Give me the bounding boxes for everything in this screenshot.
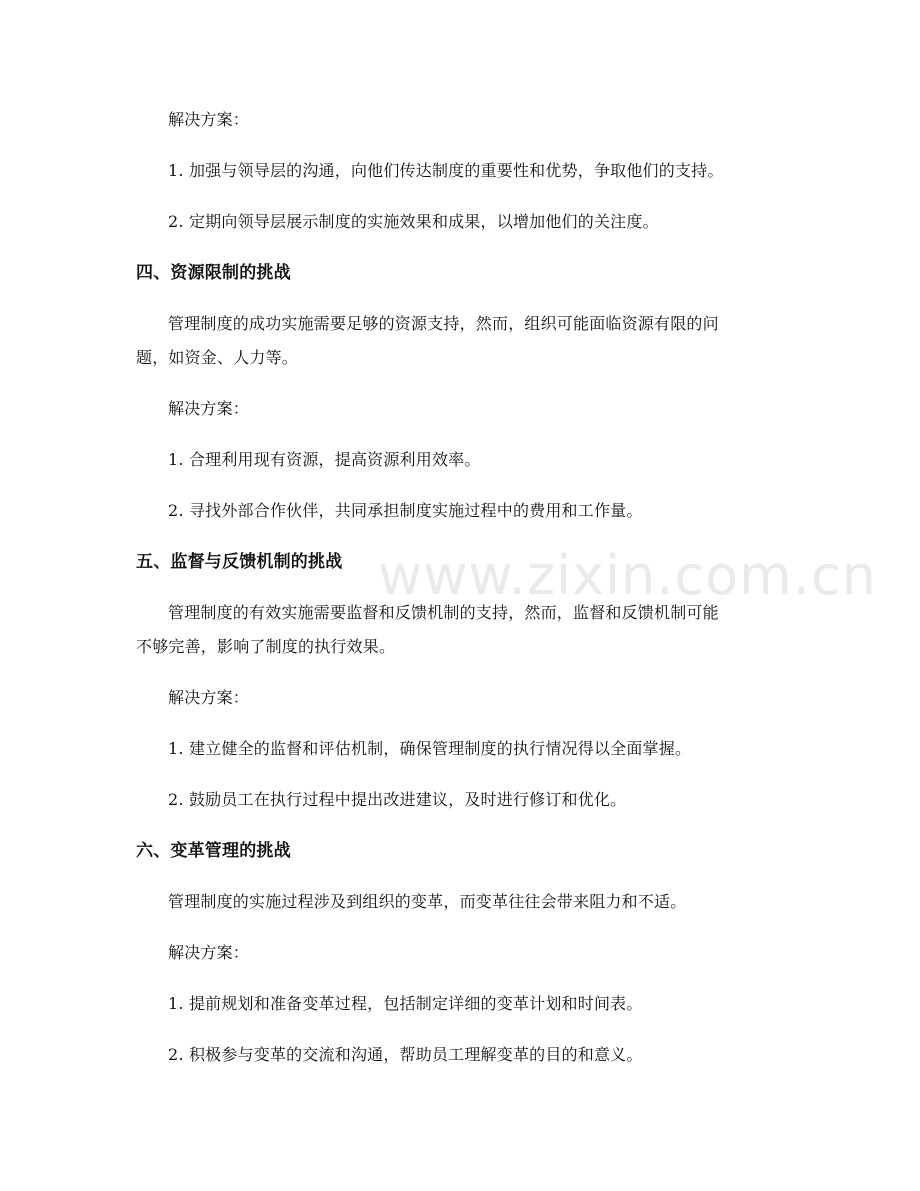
paragraph-line: 管理制度的实施过程涉及到组织的变革，而变革往往会带来阻力和不适。 [168, 892, 687, 911]
section-heading: 六、变革管理的挑战 [136, 841, 291, 861]
solution-item: 1. 提前规划和准备变革过程，包括制定详细的变革计划和时间表。 [168, 994, 643, 1013]
section-heading: 四、资源限制的挑战 [136, 263, 291, 283]
paragraph-line: 不够完善，影响了制度的执行效果。 [136, 637, 396, 656]
solution-item: 1. 加强与领导层的沟通，向他们传达制度的重要性和优势，争取他们的支持。 [168, 161, 724, 180]
paragraph-line: 题，如资金、人力等。 [136, 348, 299, 367]
solution-label: 解决方案： [168, 399, 250, 418]
solution-label: 解决方案： [168, 110, 250, 129]
solution-item: 2. 定期向领导层展示制度的实施效果和成果，以增加他们的关注度。 [168, 212, 659, 231]
solution-item: 2. 积极参与变革的交流和沟通，帮助员工理解变革的目的和意义。 [168, 1045, 643, 1064]
solution-item: 1. 建立健全的监督和评估机制，确保管理制度的执行情况得以全面掌握。 [168, 739, 692, 758]
solution-item: 1. 合理利用现有资源，提高资源利用效率。 [168, 450, 481, 469]
paragraph-line: 管理制度的有效实施需要监督和反馈机制的支持，然而，监督和反馈机制可能 [168, 603, 719, 622]
paragraph-line: 管理制度的成功实施需要足够的资源支持，然而，组织可能面临资源有限的问 [168, 314, 719, 333]
section-heading: 五、监督与反馈机制的挑战 [136, 552, 343, 572]
solution-item: 2. 鼓励员工在执行过程中提出改进建议，及时进行修订和优化。 [168, 790, 627, 809]
watermark: www.zixin.com.cn [378, 544, 877, 607]
solution-label: 解决方案： [168, 688, 250, 707]
solution-item: 2. 寻找外部合作伙伴，共同承担制度实施过程中的费用和工作量。 [168, 501, 643, 520]
solution-label: 解决方案： [168, 943, 250, 962]
